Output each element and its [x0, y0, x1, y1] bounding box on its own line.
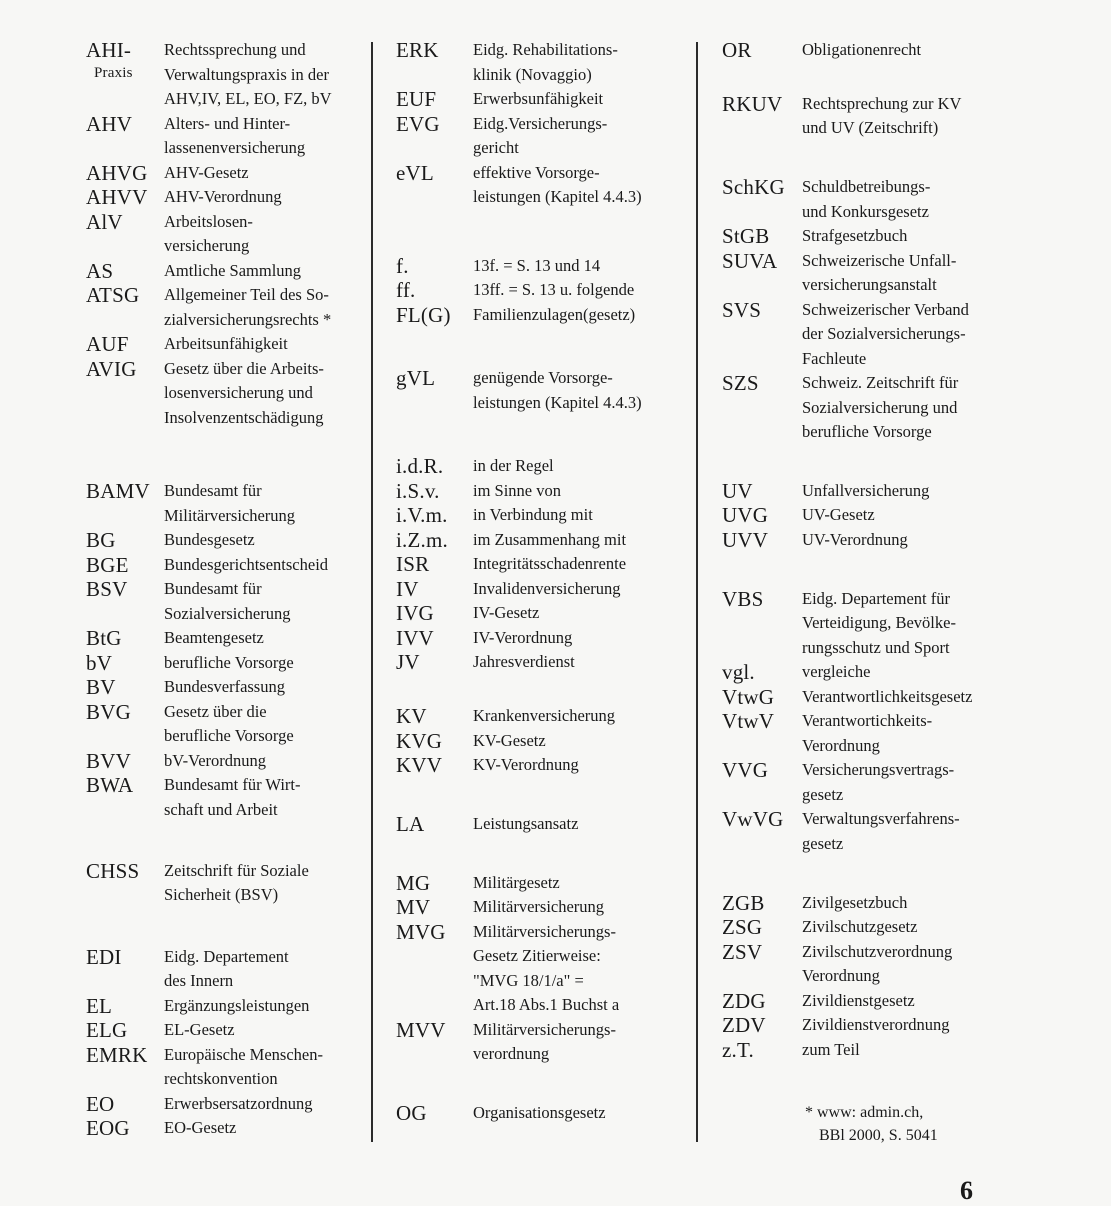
footnote-line: BBl 2000, S. 5041 [819, 1127, 938, 1144]
glossary-entry [396, 454, 686, 479]
glossary-entry [722, 940, 1107, 989]
definition-line: genügende Vorsorge- [473, 368, 613, 388]
glossary-entry [86, 749, 368, 774]
definition-line: Bundesgerichtsentscheid [164, 554, 329, 574]
glossary-entry [722, 479, 1107, 504]
abbreviation: SZS [722, 371, 759, 396]
definition-line: im Zusammenhang mit [473, 529, 627, 549]
abbreviation: MV [396, 895, 431, 920]
definition-line: Bundesverfassung [164, 677, 285, 696]
definition-line: Integritätsschadenrente [473, 554, 627, 574]
glossary-entry [86, 651, 368, 676]
definition-line: Zivilgesetzbuch [802, 892, 908, 912]
glossary-entry [396, 1101, 686, 1126]
section-gap [86, 822, 368, 859]
definition-line: Sicherheit (BSV) [164, 885, 279, 905]
abbreviation: AUF [86, 332, 129, 356]
abbreviation: KV [396, 704, 427, 729]
glossary-entry [722, 503, 1107, 528]
definition-line: KV-Verordnung [473, 755, 579, 775]
definition-line: Rechtsprechung zur KV [802, 93, 962, 113]
definition-line: Verwaltungsverfahrens- [802, 809, 960, 829]
glossary-entry [86, 945, 368, 994]
abbreviation: KVV [396, 753, 443, 778]
definition-line: Arbeitsunfähigkeit [164, 334, 288, 353]
abbreviation: BG [86, 528, 116, 552]
section-gap [396, 327, 686, 366]
glossary-entry [722, 587, 1107, 661]
abbreviation: eVL [396, 160, 434, 185]
abbreviation: ZSG [722, 915, 763, 940]
glossary-entry [86, 1092, 368, 1117]
definition-line: lassenenversicherung [164, 138, 306, 157]
definition-line: berufliche Vorsorge [164, 726, 294, 745]
section-gap [86, 908, 368, 945]
definition-line: Rechtssprechung und [164, 40, 306, 59]
abbreviation: BSV [86, 577, 128, 601]
definition-line: Zeitschrift für Soziale [164, 860, 309, 880]
glossary-entry [86, 185, 368, 210]
definition-line: Schuldbetreibungs- [802, 177, 931, 197]
abbreviation: AS [86, 258, 114, 283]
abbreviation: bV [86, 650, 113, 675]
definition-line: Gesetz über die Arbeits- [164, 358, 324, 378]
abbreviation: BtG [86, 626, 122, 650]
abbreviation: AHI- Praxis [86, 38, 133, 85]
abbreviation: gVL [396, 366, 436, 391]
definition-line: Sozialversicherung [164, 603, 291, 623]
glossary-entry [396, 920, 686, 1018]
abbreviation: MVV [396, 1017, 446, 1042]
definition-line: AHV-Verordnung [164, 187, 282, 206]
glossary-column-2 [396, 38, 686, 1126]
glossary-entry [86, 38, 368, 112]
definition-line: vergleiche [802, 662, 871, 682]
definition-line: Leistungsansatz [473, 814, 579, 834]
definition-line: Militärversicherungs- [473, 921, 616, 941]
abbreviation: AHV [86, 111, 133, 136]
definition-line: Europäische Menschen- [164, 1044, 323, 1064]
section-gap [396, 210, 686, 254]
definition-line: Arbeitslosen- [164, 211, 253, 231]
abbreviation: UVV [722, 527, 769, 552]
glossary-entry [722, 298, 1107, 372]
definition-line: rechtskonvention [164, 1069, 278, 1088]
glossary-entry [396, 528, 686, 553]
glossary-entry [86, 112, 368, 161]
definition-line: Verordnung [802, 735, 880, 755]
definition-line: Obligationenrecht [802, 40, 922, 59]
abbreviation: FL(G) [396, 302, 451, 327]
abbreviation: JV [396, 650, 420, 675]
definition-line: und Konkursgesetz [802, 201, 929, 221]
abbreviation: AHVV [86, 185, 148, 209]
definition-line: in der Regel [473, 456, 554, 476]
definition-line: Gesetz über die [164, 701, 267, 721]
glossary-entry [86, 773, 368, 822]
glossary-entry [86, 528, 368, 553]
definition-line: Schweizerischer Verband [802, 299, 969, 319]
definition-line: Militärversicherung [473, 897, 605, 917]
glossary-entry [86, 357, 368, 431]
glossary-entry [86, 1043, 368, 1092]
definition-line: Eidg. Departement für [802, 588, 950, 608]
abbreviation: BV [86, 675, 116, 699]
abbreviation: EMRK [86, 1042, 148, 1067]
glossary-entry [86, 553, 368, 578]
abbreviation: z.T. [722, 1037, 754, 1062]
definition-line: bV-Verordnung [164, 750, 267, 770]
abbreviation: ELG [86, 1018, 128, 1042]
definition-line: Versicherungsvertrags- [802, 760, 955, 780]
abbreviation: BWA [86, 773, 134, 797]
abbreviation: LA [396, 812, 425, 837]
definition-line: schaft und Arbeit [164, 799, 278, 819]
definition-line: Strafgesetzbuch [802, 226, 908, 246]
glossary-entry [722, 92, 1107, 141]
definition-line: gesetz [802, 784, 844, 804]
glossary-entry [722, 371, 1107, 445]
glossary-entry [396, 871, 686, 896]
definition-line: 13f. = S. 13 und 14 [473, 255, 601, 275]
definition-line: Verwaltungspraxis in der [164, 64, 329, 84]
definition-line: Alters- und Hinter- [164, 113, 291, 133]
abbreviation: UV [722, 478, 753, 503]
glossary-entry [396, 503, 686, 528]
glossary-entry [86, 332, 368, 357]
definition-line: gericht [473, 138, 519, 157]
glossary-entry [86, 1116, 368, 1141]
definition-line: in Verbindung mit [473, 505, 593, 525]
footnote [805, 1101, 938, 1147]
definition-line: Eidg. Departement [164, 946, 289, 966]
section-gap [396, 1067, 686, 1101]
glossary-entry [722, 989, 1107, 1014]
abbreviation: OR [722, 38, 752, 62]
glossary-entry [396, 753, 686, 778]
definition-line: Eidg.Versicherungs- [473, 113, 608, 133]
column-divider [696, 42, 698, 1142]
definition-line: berufliche Vorsorge [164, 652, 294, 672]
abbreviation: IV [396, 576, 419, 601]
definition-line: UV-Gesetz [802, 505, 875, 525]
glossary-entry [722, 685, 1107, 710]
abbreviation: ZDG [722, 988, 766, 1013]
abbreviation: i.V.m. [396, 503, 448, 528]
abbreviation: UVG [722, 503, 769, 528]
glossary-entry [396, 601, 686, 626]
glossary-entry [86, 259, 368, 284]
section-gap [396, 778, 686, 812]
abbreviation: EDI [86, 944, 122, 969]
definition-line: KV-Gesetz [473, 730, 546, 750]
glossary-entry [722, 915, 1107, 940]
definition-line: Zivildienstgesetz [802, 990, 915, 1010]
abbreviation: VtwV [722, 709, 775, 734]
definition-line: IV-Gesetz [473, 603, 540, 623]
glossary-entry [722, 249, 1107, 298]
glossary-column-3 [722, 38, 1107, 1062]
glossary-entry [722, 758, 1107, 807]
definition-line: des Innern [164, 971, 234, 990]
glossary-entry [722, 807, 1107, 856]
abbreviation: VtwG [722, 684, 775, 709]
abbreviation: OG [396, 1101, 427, 1126]
definition-line: Beamtengesetz [164, 628, 264, 647]
abbreviation: EUF [396, 87, 437, 111]
glossary-entry [396, 895, 686, 920]
glossary-entry [86, 859, 368, 908]
glossary-entry [722, 709, 1107, 758]
abbreviation: vgl. [722, 660, 755, 685]
abbreviation: ZGB [722, 890, 765, 915]
definition-line: Militärversicherung [164, 505, 296, 525]
abbreviation: VVG [722, 758, 769, 783]
abbreviation: StGB [722, 224, 770, 249]
section-gap [396, 675, 686, 704]
definition-line: Fachleute [802, 348, 867, 368]
section-gap [722, 141, 1107, 175]
definition-line: versicherung [164, 236, 250, 255]
abbreviation: VwVG [722, 807, 784, 832]
glossary-entry [396, 650, 686, 675]
definition-line: klinik (Novaggio) [473, 64, 592, 84]
definition-line: Krankenversicherung [473, 706, 616, 726]
abbreviation: ZSV [722, 939, 763, 964]
glossary-entry [722, 38, 1107, 63]
glossary-entry [722, 175, 1107, 224]
definition-line: rungsschutz und Sport [802, 637, 950, 657]
definition-line: Organisationsgesetz [473, 1103, 606, 1123]
glossary-entry [722, 1038, 1107, 1063]
abbreviation: ATSG [86, 283, 140, 307]
abbreviation: ERK [396, 38, 439, 62]
section-gap [86, 430, 368, 479]
definition-line: Erwerbsersatzordnung [164, 1093, 313, 1113]
definition-line: Eidg. Rehabilitations- [473, 40, 618, 59]
definition-line: Zivilschutzgesetz [802, 917, 918, 937]
section-gap [722, 552, 1107, 586]
definition-line: leistungen (Kapitel 4.4.3) [473, 392, 642, 412]
abbreviation: MG [396, 870, 431, 895]
glossary-entry [86, 479, 368, 528]
glossary-entry [722, 1013, 1107, 1038]
abbreviation: AVIG [86, 356, 137, 381]
definition-line: "MVG 18/1/a" = [473, 970, 584, 990]
abbreviation: BGE [86, 552, 129, 577]
glossary-entry [396, 704, 686, 729]
definition-line: Schweiz. Zeitschrift für [802, 373, 959, 393]
glossary-entry [396, 626, 686, 651]
definition-line: Ergänzungsleistungen [164, 995, 310, 1015]
section-gap [722, 445, 1107, 479]
definition-line: AHV,IV, EL, EO, FZ, bV [164, 89, 332, 108]
definition-line: berufliche Vorsorge [802, 422, 932, 442]
abbreviation: BVG [86, 699, 131, 724]
definition-line: Unfallversicherung [802, 480, 930, 500]
abbreviation: ZDV [722, 1013, 766, 1038]
glossary-entry [86, 626, 368, 651]
glossary-entry [396, 729, 686, 754]
definition-line: UV-Verordnung [802, 529, 908, 549]
glossary-entry [722, 660, 1107, 685]
glossary-entry [396, 577, 686, 602]
abbreviation: EL [86, 993, 113, 1018]
definition-line: verordnung [473, 1044, 550, 1064]
definition-line: Militärversicherungs- [473, 1019, 616, 1039]
abbreviation: SVS [722, 297, 762, 322]
abbreviation: MVG [396, 919, 446, 944]
abbreviation: AlV [86, 209, 123, 234]
definition-line: Erwerbsunfähigkeit [473, 89, 604, 108]
glossary-entry [86, 700, 368, 749]
abbreviation: IVV [396, 625, 434, 650]
section-gap [396, 837, 686, 871]
definition-line: Schweizerische Unfall- [802, 250, 957, 270]
glossary-entry [396, 552, 686, 577]
glossary-entry [396, 366, 686, 415]
definition-line: effektive Vorsorge- [473, 162, 600, 182]
glossary-entry [86, 675, 368, 700]
abbreviation: i.d.R. [396, 454, 444, 479]
abbreviation: KVG [396, 728, 443, 753]
section-gap [722, 63, 1107, 92]
glossary-entry [396, 303, 686, 328]
definition-line: versicherungsanstalt [802, 275, 937, 295]
definition-line: Art.18 Abs.1 Buchst a [473, 995, 620, 1015]
abbreviation: VBS [722, 586, 764, 611]
glossary-entry [722, 528, 1107, 553]
abbreviation: i.Z.m. [396, 527, 448, 552]
definition-line: Zivilschutzverordnung [802, 941, 953, 961]
glossary-entry [86, 283, 368, 332]
definition-line: Bundesamt für [164, 481, 262, 500]
glossary-entry [396, 161, 686, 210]
glossary-entry [86, 577, 368, 626]
abbreviation: IVG [396, 601, 434, 626]
definition-line: Verantwortlichkeitsgesetz [802, 686, 973, 706]
definition-line: Bundesamt für [164, 579, 262, 598]
glossary-entry [86, 161, 368, 186]
abbreviation: ff. [396, 278, 416, 303]
abbreviation-suffix: Praxis [94, 64, 133, 81]
definition-line: Jahresverdienst [473, 652, 575, 672]
definition-line: zialversicherungsrechts * [164, 309, 332, 329]
abbreviation: CHSS [86, 858, 140, 883]
glossary-entry [86, 994, 368, 1019]
abbreviation: f. [396, 253, 409, 278]
definition-line: Militärgesetz [473, 872, 560, 892]
abbreviation: SUVA [722, 248, 778, 273]
definition-line: gesetz [802, 833, 844, 853]
abbreviation: BVV [86, 748, 131, 773]
definition-line: Verteidigung, Bevölke- [802, 613, 956, 633]
column-divider [371, 42, 373, 1142]
definition-line: Verantwortichkeits- [802, 711, 933, 731]
definition-line: EL-Gesetz [164, 1020, 235, 1039]
abbreviation: BAMV [86, 479, 150, 503]
abbreviation: i.S.v. [396, 478, 440, 503]
definition-line: im Sinne von [473, 480, 562, 500]
abbreviation: EVG [396, 111, 440, 136]
abbreviation: RKUV [722, 91, 783, 116]
abbreviation: AHVG [86, 160, 148, 185]
glossary-entry [396, 278, 686, 303]
abbreviation: EOG [86, 1116, 130, 1140]
section-gap [722, 856, 1107, 890]
glossary-entry [396, 112, 686, 161]
definition-line: EO-Gesetz [164, 1118, 237, 1137]
definition-line: leistungen (Kapitel 4.4.3) [473, 187, 642, 206]
glossary-entry [722, 224, 1107, 249]
definition-line: Zivildienstverordnung [802, 1015, 950, 1035]
glossary-entry [396, 812, 686, 837]
glossary-entry [396, 1018, 686, 1067]
definition-line: AHV-Gesetz [164, 162, 249, 182]
definition-line: Familienzulagen(gesetz) [473, 304, 636, 324]
abbreviation: EO [86, 1091, 115, 1116]
abbreviation: SchKG [722, 175, 785, 200]
definition-line: Bundesamt für Wirt- [164, 775, 301, 794]
definition-line: der Sozialversicherungs- [802, 324, 966, 344]
definition-line: und UV (Zeitschrift) [802, 118, 939, 138]
definition-line: Allgemeiner Teil des So- [164, 285, 329, 304]
footnote-line: * www: admin.ch, [805, 1104, 924, 1121]
definition-line: 13ff. = S. 13 u. folgende [473, 280, 635, 300]
abbreviation: ISR [396, 552, 430, 577]
definition-line: IV-Verordnung [473, 627, 573, 647]
definition-line: Sozialversicherung und [802, 397, 958, 417]
glossary-entry [722, 891, 1107, 916]
definition-line: Verordnung [802, 966, 880, 986]
glossary-entry [396, 38, 686, 87]
glossary-entry [396, 87, 686, 112]
definition-line: Invalidenversicherung [473, 578, 621, 598]
glossary-entry [86, 1018, 368, 1043]
definition-line: Bundesgesetz [164, 530, 255, 549]
definition-line: Insolvenzentschädigung [164, 407, 324, 427]
glossary-entry [396, 254, 686, 279]
glossary-column-1 [86, 38, 368, 1141]
glossary-entry [396, 479, 686, 504]
glossary-entry [86, 210, 368, 259]
page-number: 6 [960, 1176, 973, 1205]
definition-line: losenversicherung und [164, 383, 313, 402]
definition-line: zum Teil [802, 1039, 860, 1059]
definition-line: Amtliche Sammlung [164, 260, 302, 280]
definition-line: Gesetz Zitierweise: [473, 946, 601, 966]
section-gap [396, 415, 686, 454]
